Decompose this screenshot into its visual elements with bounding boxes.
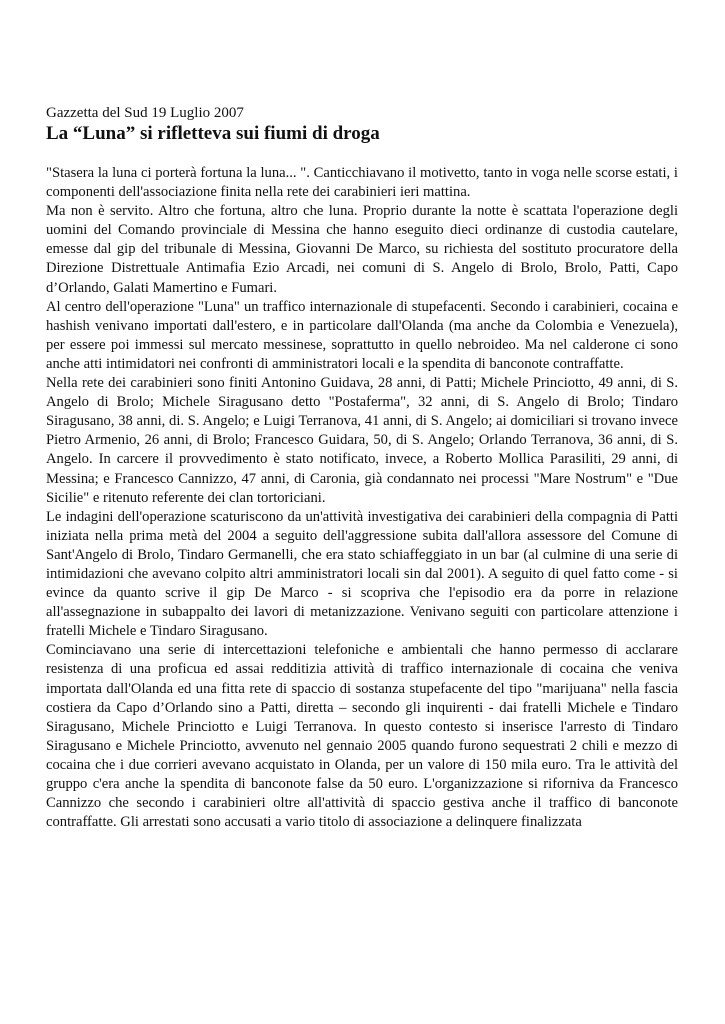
article-paragraph: Cominciavano una serie di intercettazioni telefoniche e ambientali che hanno permesso di acclarare resistenza di una proficua ed assai redditizia attività di traffico internazionale di cocaina che veniva importata dall'Olanda ed una fitta rete di spaccio di sostanza stupefacente del tipo "marijuana" nella fascia costiera da Capo d’Orlando sino a Patti, diretta – secondo gli inquirenti - dai fratelli Michele e Tindaro Siragusano, Michele Princiotto e Luigi Terranova. In questo contesto si inserisce l'arresto di Tindaro Siragusano e Michele Princiotto, avvenuto nel gennaio 2005 quando furono sequestrati 2 chili e mezzo di cocaina che i due corrieri avevano acquistato in Olanda, per un valore di 150 mila euro. Tra le attività del gruppo c'era anche la spendita di banconote false da 50 euro. L'organizzazione si riforniva da Francesco Cannizzo che secondo i carabinieri oltre all'attività di spaccio gestiva anche il traffico di banconote contraffatte. Gli arrestati sono accusati a vario titolo di associazione a delinquere finalizzata: [46, 642, 678, 831]
article-paragraph: Nella rete dei carabinieri sono finiti Antonino Guidava, 28 anni, di Patti; Michele Princiotto, 49 anni, di S. Angelo di Brolo; Michele Siragusano detto "Postaferma", 32 anni, di S. Angelo di Brolo; Tindaro Siragusano, 38 anni, di. S. Angelo; e Luigi Terranova, 41 anni, di S. Angelo; ai domiciliari si trovano invece Pietro Armenio, 26 anni, di Brolo; Francesco Guidara, 50, di S. Angelo; Orlando Terranova, 36 anni, di S. Angelo. In carcere il provvedimento è stato notificato, invece, a Roberto Mollica Parasiliti, 29 anni, di Messina; e Francesco Cannizzo, 47 anni, di Caronia, già condannato nei processi "Mare Nostrum" e "Due Sicilie" e ritenuto referente dei clan tortoriciani.: [46, 375, 678, 506]
article-paragraph: "Stasera la luna ci porterà fortuna la luna... ". Canticchiavano il motivetto, tanto in voga nelle scorse estati, i componenti dell'associazione finita nella rete dei carabinieri ieri mattina.: [46, 165, 678, 201]
article-body: [46, 164, 678, 832]
article: [46, 104, 678, 832]
article-paragraph: Le indagini dell'operazione scaturiscono da un'attività investigativa dei carabinieri della compagnia di Patti iniziata nella prima metà del 2004 a seguito dell'aggressione subita dall'allora assessore del Comune di Sant'Angelo di Brolo, Tindaro Germanelli, che era stato schiaffeggiato in un bar (al culmine di una serie di intimidazioni che avevano colpito altri amministratori locali sin dal 2001). A seguito di quel fatto come - si evince da quanto scrive il gip De Marco - si scopriva che l'episodio era da porre in relazione all'assegnazione in subappalto dei lavori di metanizzazione. Venivano seguiti con particolare attenzione i fratelli Michele e Tindaro Siragusano.: [46, 508, 678, 640]
article-paragraph: Ma non è servito. Altro che fortuna, altro che luna. Proprio durante la notte è scattata l'operazione degli uomini del Comando provinciale di Messina che hanno eseguito dieci ordinanze di custodia cautelare, emesse dal gip del tribunale di Messina, Giovanni De Marco, su richiesta del sostituto procuratore della Direzione Distrettuale Antimafia Ezio Arcadi, nei comuni di S. Angelo di Brolo, Brolo, Patti, Capo d’Orlando, Galati Mamertino e Fumari.: [46, 203, 678, 296]
article-paragraph: Al centro dell'operazione "Luna" un traffico internazionale di stupefacenti. Secondo i carabinieri, cocaina e hashish venivano importati dall'estero, e in particolare dall'Olanda (ma anche da Colombia e Venezuela), per essere poi immessi sul mercato messinese, soprattutto in quello nebroideo. Ma nel calderone ci sono anche atti intimidatori nei confronti di amministratori locali e la spendita di banconote contraffatte.: [46, 298, 678, 372]
article-source: Gazzetta del Sud 19 Luglio 2007: [46, 105, 244, 121]
article-headline: La “Luna” si rifletteva sui fiumi di droga: [46, 123, 380, 144]
